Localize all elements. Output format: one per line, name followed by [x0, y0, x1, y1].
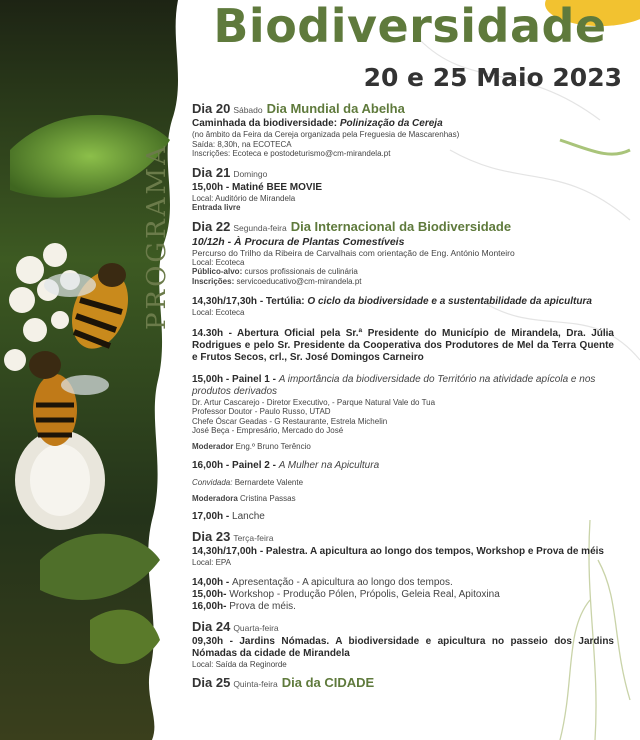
- weekday: Quarta-feira: [233, 622, 279, 633]
- panelist: Chefe Óscar Geadas - G Restaurante, Estrela Michelin: [192, 416, 388, 426]
- session-title: Prova de méis.: [229, 600, 296, 612]
- moderator: Eng.º Bruno Terêncio: [235, 441, 311, 451]
- note-label: Moderadora: [192, 493, 241, 503]
- moderator: Cristina Passas: [240, 493, 296, 503]
- note: cursos profissionais de culinária: [244, 267, 358, 276]
- note: Local: Saída da Reginorde: [192, 659, 287, 669]
- day-22: [192, 219, 614, 524]
- program-list: [192, 101, 614, 692]
- note: servicoeducativo@cm-mirandela.pt: [236, 276, 362, 286]
- weekday: Sábado: [233, 105, 263, 115]
- event-name: Dia da CIDADE: [281, 675, 375, 690]
- note: (no âmbito da Feira da Cereja organizada pela Freguesia de Mascarenhas): [192, 130, 460, 139]
- item-title-italic: Polinização da Cereja: [339, 118, 443, 129]
- day-label: Dia 20: [192, 101, 231, 116]
- item-title: 14,30h/17,00h - Palestra. A apicultura ao longo dos tempos, Workshop e Prova de méis: [192, 546, 604, 557]
- panelist: José Beça - Empresário, Mercado do José: [192, 426, 344, 435]
- item-title: Caminhada da biodiversidade:: [192, 118, 340, 129]
- session-time: 15,00h - Painel 1 -: [192, 373, 279, 385]
- day-24: [192, 619, 614, 670]
- day-label: Dia 24: [192, 618, 231, 634]
- session-title: A Mulher na Apicultura: [278, 460, 380, 471]
- item-title: 09,30h - Jardins Nómadas. A biodiversidade e apicultura no passeio dos Jardins Nómadas da cidade de Mirandela: [192, 635, 614, 659]
- panelist: Professor Doutor - Paulo Russo, UTAD: [192, 407, 331, 416]
- weekday: Terça-feira: [233, 533, 274, 543]
- item-title: 10/12h - À Procura de Plantas Comestíveis: [192, 235, 405, 248]
- session-tertulia: [192, 296, 614, 308]
- note-label: Moderador: [192, 441, 236, 451]
- note: Saída: 8,30h, na ECOTECA: [192, 139, 292, 149]
- note: Local: Ecoteca: [192, 257, 245, 267]
- item-title: 15,00h - Matiné BEE MOVIE: [192, 181, 323, 193]
- note: Local: EPA: [192, 558, 231, 567]
- session-time: 16,00h-: [192, 600, 230, 612]
- day-25: [192, 675, 614, 692]
- session-abertura: 14.30h - Abertura Oficial pela Sr.ª Presidente do Município de Mirandela, Dra. Júlia Rodrigues e pelo Sr. Presidente da Cooperativa dos Produtores de Mel da Terra Quente e Frutos Secos, crl., Sr. José Domingos Carneiro: [192, 327, 614, 363]
- session-title: A importância da biodiversidade do Território na atividade apícola e nos produtos derivados: [192, 373, 596, 397]
- day-label: Dia 23: [192, 529, 231, 544]
- weekday: Domingo: [233, 168, 268, 179]
- day-21: [192, 165, 614, 213]
- day-label: Dia 22: [192, 218, 231, 234]
- event-name: Dia Internacional da Biodiversidade: [290, 218, 512, 234]
- note: Inscrições: Ecoteca e postodeturismo@cm-mirandela.pt: [192, 149, 391, 158]
- guest: Bernardete Valente: [234, 478, 304, 487]
- session-title: O ciclo da biodiversidade e a sustentabilidade da apicultura: [307, 296, 592, 307]
- note-label: Convidada:: [192, 478, 235, 487]
- programa-side-label: PROGRAMA: [142, 143, 172, 330]
- note: Entrada livre: [192, 203, 241, 212]
- day-20: [192, 101, 614, 159]
- session-lanche: [192, 511, 614, 523]
- day-label: Dia 25: [192, 675, 231, 690]
- event-dates: 20 e 25 Maio 2023: [363, 63, 622, 92]
- event-name: Dia Mundial da Abelha: [266, 101, 405, 116]
- session-time: 14,00h -: [192, 576, 233, 588]
- note-label: Público-alvo:: [192, 267, 245, 276]
- note-label: Inscrições:: [192, 276, 237, 286]
- session-time: 17,00h -: [192, 511, 233, 522]
- poster-title: Biodiversidade: [213, 0, 607, 53]
- session-title: Workshop - Produção Pólen, Própolis, Geleia Real, Apitoxina: [229, 588, 500, 600]
- weekday: Quinta-feira: [233, 679, 278, 689]
- session-painel-1: [192, 374, 614, 398]
- session-time: 15,00h-: [192, 588, 230, 600]
- day-23: [192, 529, 614, 613]
- day-label: Dia 21: [192, 164, 231, 180]
- session-time: 14,30h/17,30h - Tertúlia:: [192, 296, 308, 307]
- session-title: Lanche: [232, 511, 265, 522]
- panelist: Dr. Artur Cascarejo - Diretor Executivo, - Parque Natural Vale do Tua: [192, 397, 436, 407]
- note: Local: Auditório de Mirandela: [192, 193, 296, 203]
- session-painel-2: [192, 460, 614, 472]
- weekday: Segunda-feira: [233, 222, 287, 233]
- session-time: 16,00h - Painel 2 -: [192, 460, 279, 471]
- note: Percurso do Trilho da Ribeira de Carvalhais com orientação de Eng. António Monteiro: [192, 247, 515, 258]
- session-title: Apresentação - A apicultura ao longo dos tempos.: [232, 576, 453, 588]
- note: Local: Ecoteca: [192, 308, 245, 317]
